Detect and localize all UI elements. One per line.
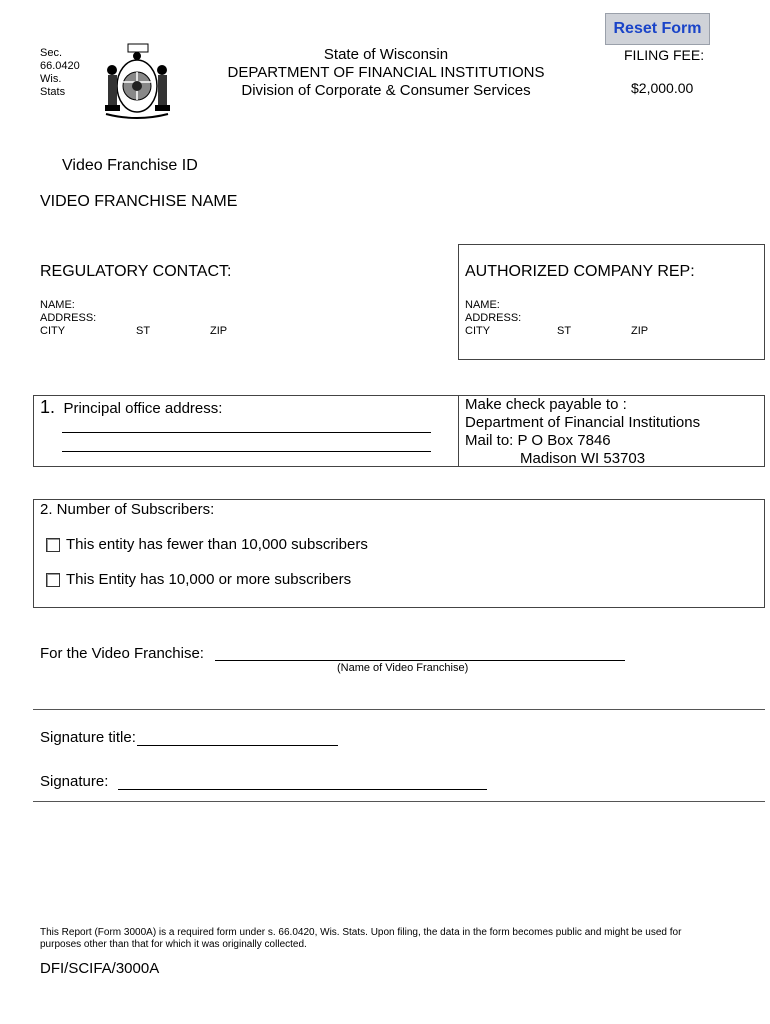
franchise-name-label: VIDEO FRANCHISE NAME xyxy=(40,193,238,210)
signature-label: Signature: xyxy=(40,773,109,790)
signature-line[interactable] xyxy=(118,789,487,790)
10000-or-more-checkbox[interactable] xyxy=(46,573,60,587)
filing-fee-label: FILING FEE: xyxy=(624,47,705,63)
authorized-rep-title: AUTHORIZED COMPANY REP: xyxy=(465,263,695,280)
statute-line: Stats xyxy=(40,86,66,98)
signature-title-line[interactable] xyxy=(137,745,338,746)
section-divider xyxy=(458,395,459,467)
statute-line: Wis. xyxy=(40,73,62,85)
section-rule xyxy=(33,709,765,710)
payment-line: Department of Financial Institutions xyxy=(465,414,701,431)
state-title: State of Wisconsin xyxy=(323,46,449,63)
franchise-name-caption: (Name of Video Franchise) xyxy=(337,662,469,674)
franchise-id-label: Video Franchise ID xyxy=(62,157,198,174)
regulatory-zip-label: ZIP xyxy=(210,325,228,337)
franchise-name-line[interactable] xyxy=(215,660,625,661)
regulatory-contact-title: REGULATORY CONTACT: xyxy=(40,263,232,280)
authorized-address-label: ADDRESS: xyxy=(465,312,522,324)
authorized-name-label: NAME: xyxy=(465,299,500,311)
principal-office-label xyxy=(40,397,222,418)
payment-line: Make check payable to : xyxy=(465,396,627,413)
state-seal-icon xyxy=(100,42,175,120)
subscribers-title: 2. Number of Subscribers: xyxy=(40,501,215,518)
principal-office-text: Principal office address: xyxy=(63,400,223,417)
payment-instructions xyxy=(465,396,700,468)
authorized-city-label: CITY xyxy=(465,325,491,337)
form-id: DFI/SCIFA/3000A xyxy=(40,960,160,977)
regulatory-contact-fields xyxy=(40,299,260,338)
division-title: Division of Corporate & Consumer Services xyxy=(241,82,531,99)
fewer-than-10000-checkbox[interactable] xyxy=(46,538,60,552)
filing-fee-amount: $2,000.00 xyxy=(631,80,694,96)
10000-or-more-label: This Entity has 10,000 or more subscribers xyxy=(66,571,352,588)
payment-line: Mail to: P O Box 7846 xyxy=(465,432,611,449)
section-rule xyxy=(33,801,765,802)
authorized-rep-fields xyxy=(465,299,685,338)
principal-address-line-2[interactable] xyxy=(62,451,431,452)
privacy-notice: This Report (Form 3000A) is a required form under s. 66.0420, Wis. Stats. Upon filing, the data in the form becomes public and might be used for purposes other than that for which it was originally collected. xyxy=(40,927,682,950)
fewer-than-10000-label: This entity has fewer than 10,000 subscribers xyxy=(66,536,368,553)
statute-reference xyxy=(40,47,80,99)
statute-line: 66.0420 xyxy=(40,60,80,72)
regulatory-city-label: CITY xyxy=(40,325,66,337)
authorized-st-label: ST xyxy=(557,325,572,337)
for-franchise-label: For the Video Franchise: xyxy=(40,645,204,662)
regulatory-name-label: NAME: xyxy=(40,299,75,311)
principal-address-line-1[interactable] xyxy=(62,432,431,433)
agency-header xyxy=(200,46,572,100)
signature-title-label: Signature title: xyxy=(40,729,136,746)
authorized-zip-label: ZIP xyxy=(631,325,649,337)
section-number: 1. xyxy=(40,397,56,417)
regulatory-st-label: ST xyxy=(136,325,151,337)
regulatory-address-label: ADDRESS: xyxy=(40,312,97,324)
statute-line: Sec. xyxy=(40,47,63,59)
payment-line: Madison WI 53703 xyxy=(520,450,646,467)
reset-form-button[interactable]: Reset Form xyxy=(605,13,710,45)
department-title: DEPARTMENT OF FINANCIAL INSTITUTIONS xyxy=(227,64,545,81)
